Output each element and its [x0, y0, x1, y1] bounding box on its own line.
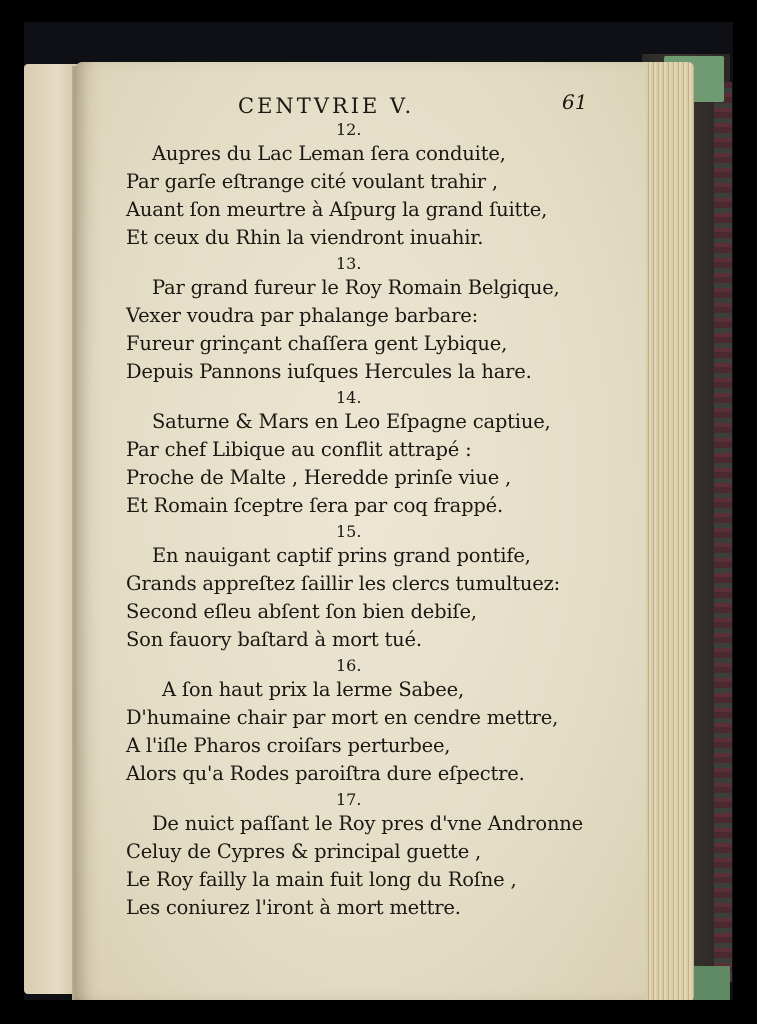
verse-line: Proche de Malte , Heredde prinſe viue , [126, 466, 512, 489]
page-header-title: CENTVRIE V. [238, 94, 415, 118]
quatrain-number: 14. [336, 388, 362, 407]
cover-marbled-edge [714, 82, 732, 982]
verse-line: Aupres du Lac Leman ſera conduite, [152, 142, 506, 165]
verse-line: Par grand fureur le Roy Romain Belgique, [152, 276, 560, 299]
verse-line: En nauigant captif prins grand pontife, [152, 544, 531, 567]
right-page [76, 62, 646, 1000]
verse-line: Fureur grinçant chaſſera gent Lybique, [126, 332, 508, 355]
verse-line: Saturne & Mars en Leo Eſpagne captiue, [152, 410, 551, 433]
verse-line: Et ceux du Rhin la viendront inuahir. [126, 226, 484, 249]
verse-line: Vexer voudra par phalange barbare: [126, 304, 478, 327]
verse-line: Son fauory baſtard à mort tué. [126, 628, 422, 651]
verse-line: Celuy de Cypres & principal guette , [126, 840, 482, 863]
quatrain-number: 12. [336, 120, 362, 139]
quatrain-number: 13. [336, 254, 362, 273]
verse-line: Depuis Pannons iuſques Hercules la hare. [126, 360, 532, 383]
page-number: 61 [562, 90, 588, 114]
verse-line: D'humaine chair par mort en cendre mettre, [126, 706, 559, 729]
verse-line: De nuict paſſant le Roy pres d'vne Andronne [152, 812, 584, 835]
verse-line: Alors qu'a Rodes paroiſtra dure eſpectre. [126, 762, 525, 785]
quatrain-number: 17. [336, 790, 362, 809]
verse-line: Et Romain ſceptre ſera par coq frappé. [126, 494, 504, 517]
quatrain-number: 16. [336, 656, 362, 675]
verse-line: Grands appreſtez ſaillir les clercs tumultuez: [126, 572, 560, 595]
verse-line: Par chef Libique au conflit attrapé : [126, 438, 472, 461]
verse-line: Par garſe eſtrange cité voulant trahir , [126, 170, 498, 193]
verse-line: Le Roy failly la main fuit long du Roſne , [126, 868, 517, 891]
verse-line: Les coniurez l'iront à mort mettre. [126, 896, 461, 919]
verse-line: A l'iſle Pharos croiſars perturbee, [126, 734, 451, 757]
verse-line: Second eſleu abſent ſon bien debiſe, [126, 600, 477, 623]
verse-line: A ſon haut prix la lerme Sabee, [162, 678, 464, 701]
quatrain-number: 15. [336, 522, 362, 541]
verse-line: Auant ſon meurtre à Aſpurg la grand ſuitte, [126, 198, 548, 221]
book-photo [24, 22, 733, 1000]
